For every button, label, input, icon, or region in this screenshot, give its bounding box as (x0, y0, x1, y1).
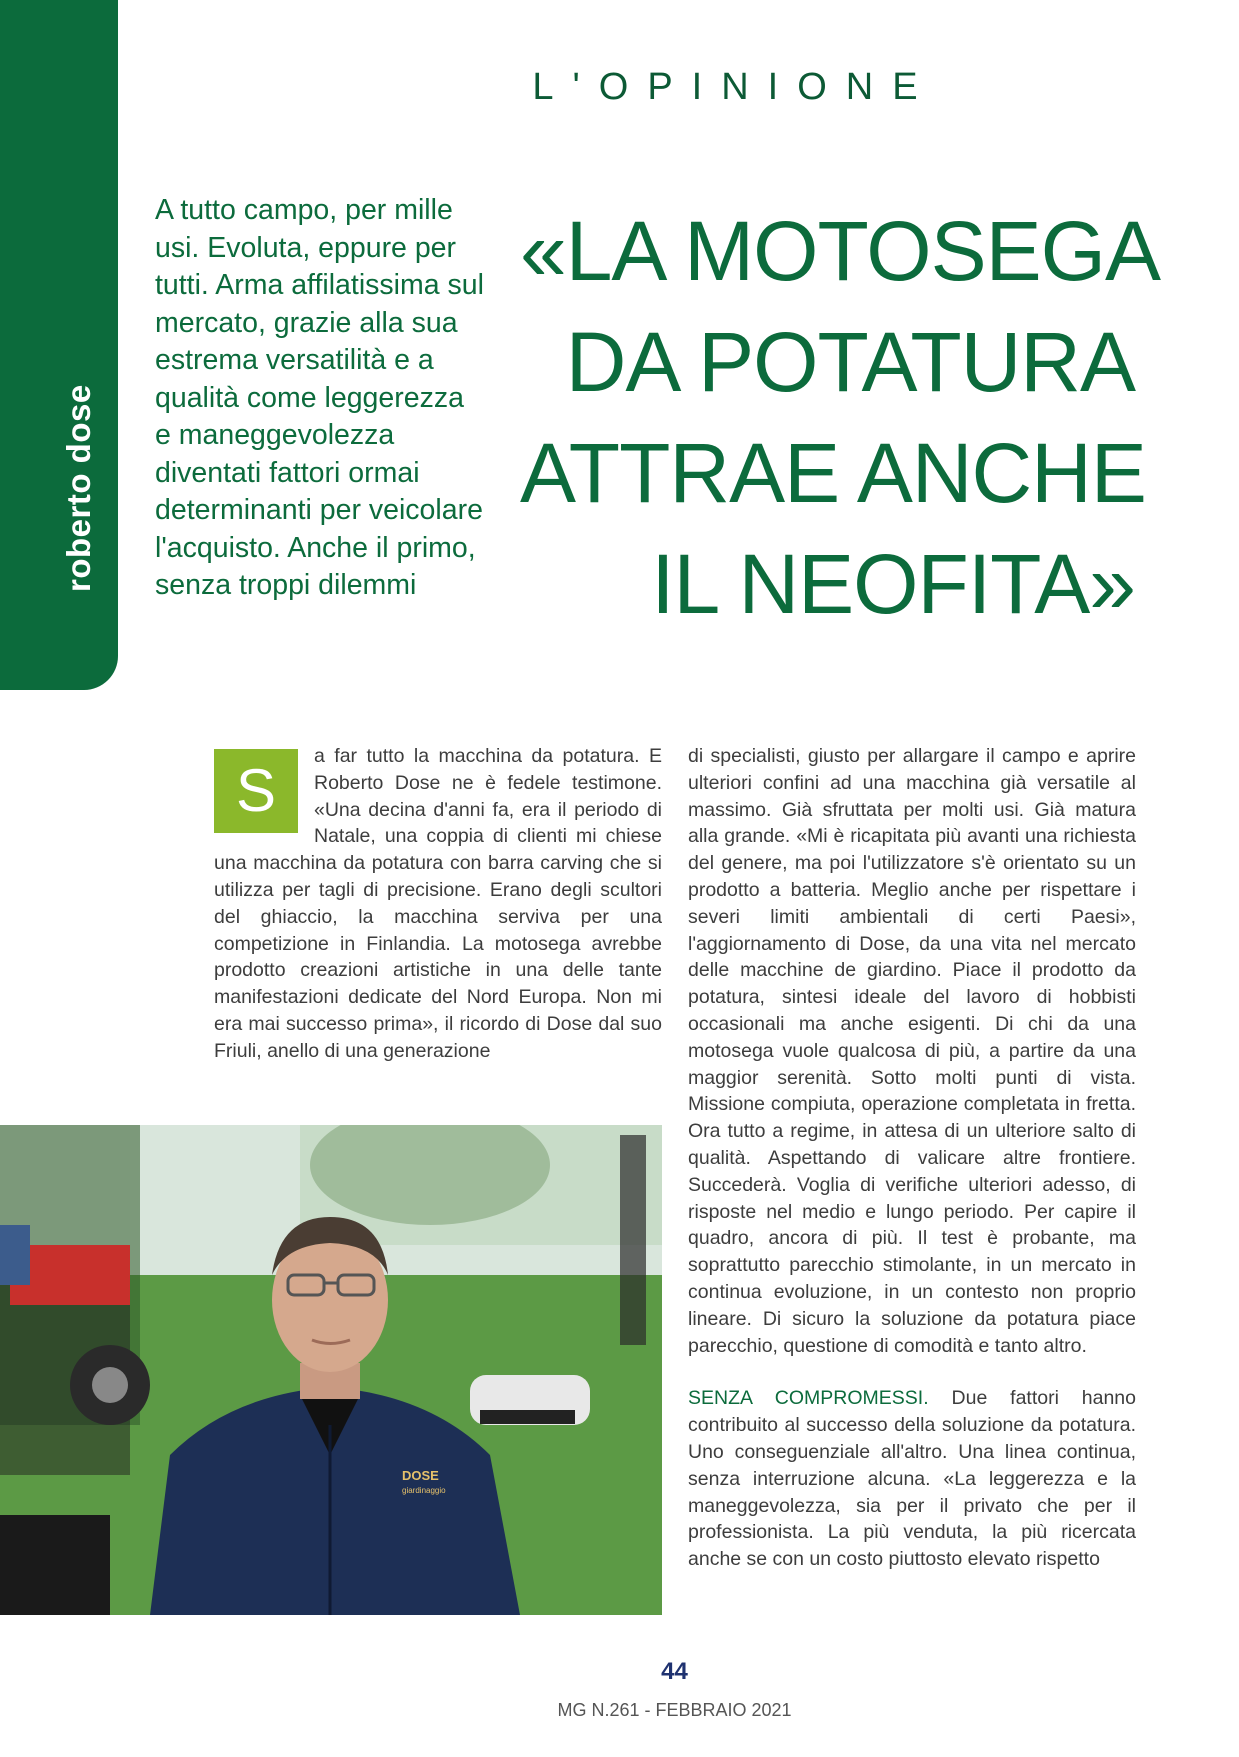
jacket-logo: DOSE (402, 1468, 439, 1483)
footer-issue: MG N.261 - FEBBRAIO 2021 (557, 1700, 792, 1720)
headline-line: DA POTATURA (565, 315, 1135, 409)
jacket-subtitle: giardinaggio (402, 1486, 446, 1495)
portrait-illustration (0, 1125, 662, 1615)
page-number: 44 (661, 1658, 688, 1685)
article-paragraph: di specialisti, giusto per allargare il campo e aprire ulteriori confini ad una macchina già versatile al massimo. Già sfruttata per molti usi. Già matura alla grande. «Mi è ricapitata più avanti una richiesta del genere, ma poi l'utilizzatore s'è orientato su un prodotto a batteria. Meglio anche per rispettare i severi limiti ambientali di certi Paesi», l'aggiornamento di Dose, da una vita nel mercato delle macchine de giardino. Piace il prodotto da potatura, sintesi ideale del lavoro di hobbisti occasionali ma anche esigenti. Di chi da una motosega vuole qualcosa di più, a partire da una maggior serenità. Sotto molti punti di vista. Missione compiuta, operazione completata in fretta. Ora tutto a regime, in attesa di un ulteriore salto di qualità. Aspettando di valicare altre frontiere. Succederà. Voglia di verifiche ulteriori adesso, di risposte nel medio e lungo periodo. Per capire il quadro, ancora di più. Il test è probante, ma soprattutto parecchio stimolante, in un mercato in continua evoluzione, in un contesto non proprio lineare. Di sicuro la soluzione da potatura piace parecchio, questione di comodità e tanto altro. (688, 745, 1136, 1357)
drop-cap: S (214, 749, 298, 833)
portrait-photo (0, 1125, 662, 1615)
article-paragraph: a far tutto la macchina da potatura. E Roberto Dose ne è fedele testimone. «Una decina d'anni fa, era il periodo di Natale, una coppia di clienti mi chiese una macchina da potatura con barra carving che si utilizza per tagli di precisione. Erano degli scultori del ghiaccio, la macchina serviva per una competizione in Finlandia. La motosega avrebbe prodotto creazioni artistiche in una delle tante manifestazioni dedicate del Nord Europa. Non mi era mai successo prima», il ricordo di Dose dal suo Friuli, anello di una generazione (214, 745, 662, 1062)
article-paragraph (688, 1385, 1136, 1573)
article-column-2 (688, 743, 1136, 1573)
section-title: L'OPINIONE (532, 66, 937, 108)
headline-line: «LA MOTOSEGA (520, 204, 1161, 298)
subhead: SENZA COMPROMESSI. (688, 1387, 929, 1410)
lead-text: A tutto campo, per mille usi. Evoluta, eppure per tutti. Arma affilatissima sul mercato, grazie alla sua estrema versatilità e a qualità come leggerezza e maneggevolezza diventati fattori ormai determinanti per veicolare l'acquisto. Anche il primo, senza troppi dilemmi (155, 194, 484, 601)
article-paragraph-text: Due fattori hanno contribuito al successo della soluzione da potatura. Uno conseguenziale all'altro. Una linea continua, senza interruzione alcuna. «La leggerezza e la maneggevolezza, sia per il privato che per il professionista. La più venduta, la più ricercata anche se con un costo piuttosto elevato rispetto (688, 1387, 1136, 1571)
author-name: roberto dose (60, 384, 97, 592)
headline (520, 196, 1161, 640)
article-column-1 (214, 743, 662, 1065)
headline-line: IL NEOFITA» (651, 537, 1135, 631)
headline-line: ATTRAE ANCHE (520, 426, 1146, 520)
